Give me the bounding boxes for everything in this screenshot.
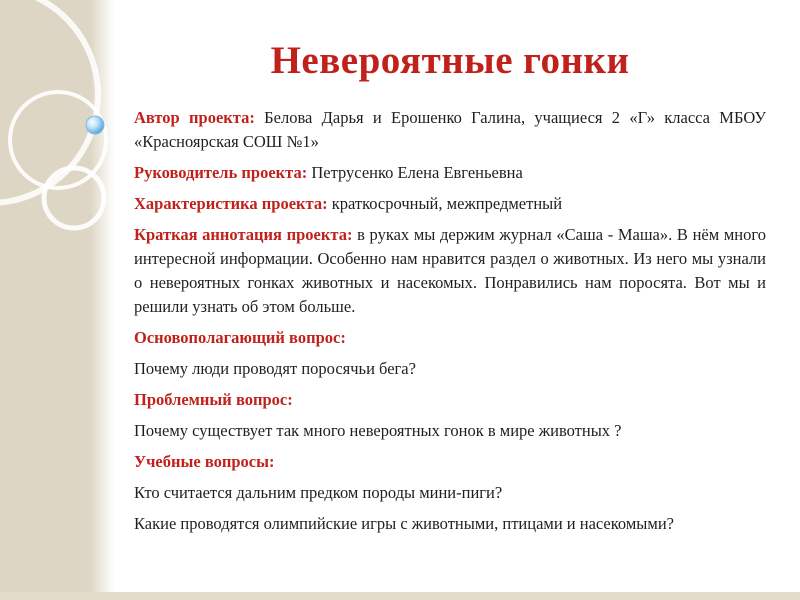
content-paragraph — [134, 326, 766, 350]
content-paragraph — [134, 223, 766, 319]
slide-content — [134, 106, 766, 543]
content-paragraph — [134, 357, 766, 381]
slide-title: Невероятные гонки — [270, 39, 630, 82]
paragraph-label: Учебные вопросы: — [134, 452, 275, 471]
content-paragraph — [134, 388, 766, 412]
paragraph-text: Петрусенко Елена Евгеньевна — [307, 163, 523, 182]
paragraph-label: Руководитель проекта: — [134, 163, 308, 182]
content-paragraph — [134, 512, 766, 536]
paragraph-text: краткосрочный, межпредметный — [327, 194, 563, 213]
content-paragraph — [134, 450, 766, 474]
paragraph-text: Какие проводятся олимпийские игры с животными, птицами и насекомыми? — [134, 514, 674, 533]
paragraph-text: Кто считается дальним предком породы мини-пиги? — [134, 483, 503, 502]
paragraph-label: Проблемный вопрос: — [134, 390, 293, 409]
paragraph-label: Характеристика проекта: — [134, 194, 328, 213]
paragraph-label: Автор проекта: — [134, 108, 255, 127]
deco-ring-small — [44, 168, 104, 228]
paragraph-label: Основополагающий вопрос: — [134, 328, 346, 347]
content-paragraph — [134, 481, 766, 505]
bottom-strip — [0, 592, 800, 600]
paragraph-text: в руках мы держим журнал «Саша - Маша». В нём много интересной информации. Особенно нам нравится раздел о животных. Из него мы узнали о невероятных гонках животных и насекомых. Понравились нам поросята. Вот мы и решили узнать об этом больше. — [134, 225, 766, 316]
content-paragraph — [134, 106, 766, 154]
paragraph-label: Краткая аннотация проекта: — [134, 225, 353, 244]
paragraph-text: Почему существует так много невероятных гонок в мире животных ? — [134, 421, 622, 440]
paragraph-text: Белова Дарья и Ерошенко Галина, учащиеся 2 «Г» класса МБОУ «Красноярская СОШ №1» — [134, 108, 767, 151]
content-paragraph — [134, 161, 766, 185]
bubble-icon — [86, 116, 104, 134]
paragraph-text: Почему люди проводят поросячьи бега? — [134, 359, 416, 378]
content-paragraph — [134, 192, 766, 216]
content-paragraph — [134, 419, 766, 443]
